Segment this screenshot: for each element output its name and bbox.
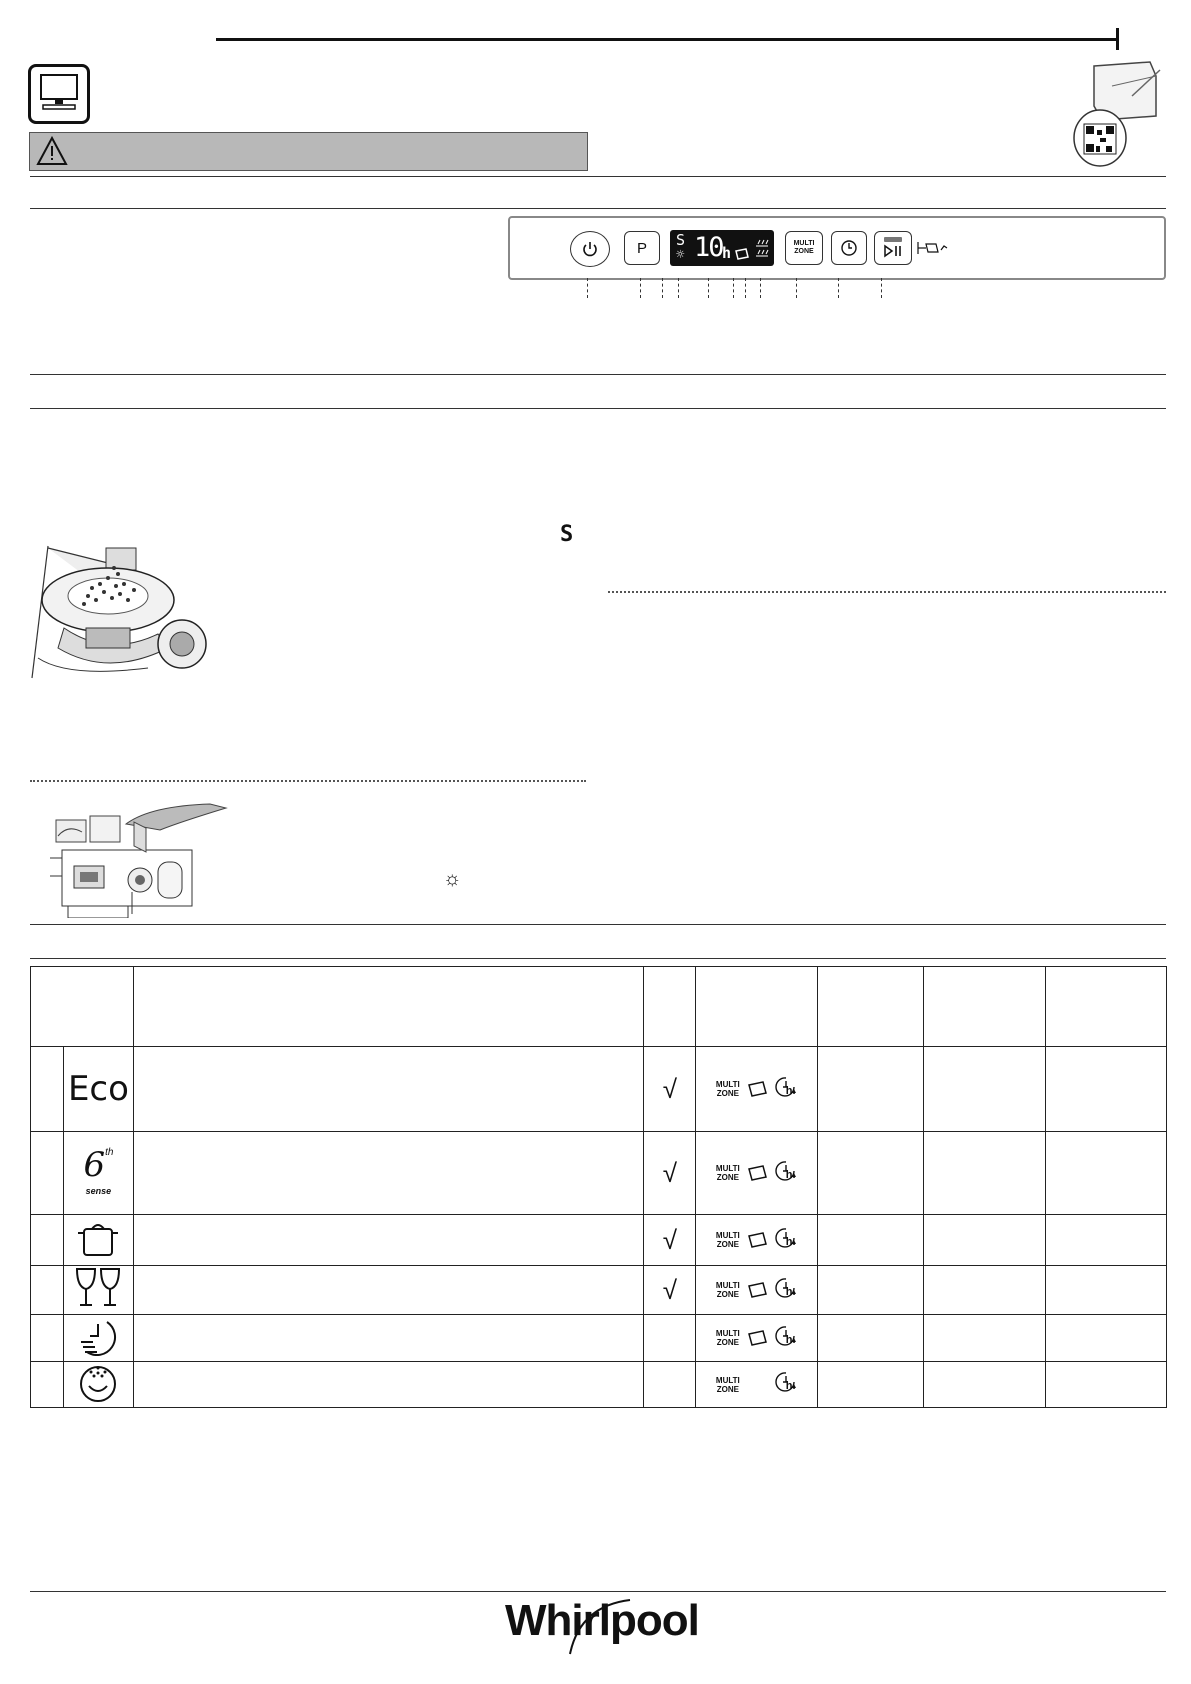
row-number-cell xyxy=(31,1215,64,1266)
program-icon-cell xyxy=(63,1132,133,1215)
row-number-cell xyxy=(31,1315,64,1362)
empty-cell xyxy=(924,1266,1046,1315)
display-hours-symbol: h xyxy=(722,244,732,262)
display-digits: 10 xyxy=(694,232,723,263)
program-description-cell xyxy=(133,1215,643,1266)
options-cell xyxy=(696,1315,818,1362)
empty-cell xyxy=(924,1362,1046,1408)
options-cell xyxy=(696,1215,818,1266)
salt-symbol: S xyxy=(560,522,574,547)
top-rule-tick xyxy=(1116,28,1119,50)
delay-option-icon: h. xyxy=(774,1276,798,1305)
empty-cell xyxy=(924,1047,1046,1132)
display xyxy=(670,230,774,266)
monitor-icon xyxy=(28,64,90,124)
delay-button[interactable] xyxy=(831,231,867,265)
callout-4 xyxy=(678,278,679,298)
tablet-option-icon xyxy=(746,1080,768,1098)
row-number-cell xyxy=(31,1132,64,1215)
header-cell-col7 xyxy=(924,967,1046,1047)
wine-glasses-icon xyxy=(73,1267,123,1309)
header-cell-check xyxy=(644,967,696,1047)
multizone-option-icon: MULTI ZONE xyxy=(715,1080,740,1098)
tablet-option-icon xyxy=(746,1231,768,1249)
empty-cell xyxy=(1046,1315,1167,1362)
prewash-icon xyxy=(77,1362,119,1402)
check-mark xyxy=(644,1315,696,1362)
empty-cell xyxy=(924,1132,1046,1215)
tablet-icon xyxy=(734,247,750,261)
empty-cell xyxy=(924,1215,1046,1266)
footer-rule xyxy=(30,1591,1166,1592)
program-icon-cell xyxy=(63,1362,133,1408)
empty-cell xyxy=(818,1132,924,1215)
empty-cell xyxy=(1046,1132,1167,1215)
rinse-aid-symbol: ☼ xyxy=(443,868,462,890)
warning-bar xyxy=(29,132,588,171)
header-rule xyxy=(30,176,1166,177)
delay-option-icon: h. xyxy=(774,1226,798,1255)
table-row[interactable] xyxy=(31,1132,1167,1215)
callout-9 xyxy=(796,278,797,298)
multizone-option-icon: MULTI ZONE xyxy=(715,1375,740,1394)
multizone-option-icon: MULTI ZONE xyxy=(715,1231,740,1249)
program-table xyxy=(30,966,1167,1408)
warning-triangle-icon xyxy=(36,136,68,166)
quick-wash-icon xyxy=(77,1316,119,1356)
header-cell-options xyxy=(696,967,818,1047)
empty-cell xyxy=(818,1315,924,1362)
check-mark xyxy=(644,1362,696,1408)
6th-sense-icon: 6th sense xyxy=(83,1144,114,1196)
options-cell xyxy=(696,1047,818,1132)
program-icon-cell xyxy=(63,1047,133,1132)
header-cell-description xyxy=(133,967,643,1047)
callout-1 xyxy=(587,278,588,298)
dotted-separator-left xyxy=(30,780,586,782)
options-cell xyxy=(696,1266,818,1315)
multizone-option-icon: MULTI ZONE xyxy=(715,1329,740,1347)
top-rule xyxy=(216,38,1116,41)
check-mark: √ xyxy=(644,1215,696,1266)
salt-refill-illustration xyxy=(28,538,214,684)
section-rule-2 xyxy=(30,408,1166,409)
callout-7 xyxy=(745,278,746,298)
table-header-row xyxy=(31,967,1167,1047)
program-button[interactable] xyxy=(624,231,660,265)
empty-cell xyxy=(818,1215,924,1266)
power-icon xyxy=(581,240,599,258)
callout-11 xyxy=(881,278,882,298)
power-button[interactable] xyxy=(570,231,610,267)
callout-2 xyxy=(640,278,641,298)
row-number-cell xyxy=(31,1047,64,1132)
dishwasher-qr-illustration xyxy=(1072,56,1162,174)
program-description-cell xyxy=(133,1132,643,1215)
control-panel xyxy=(508,216,1166,280)
empty-cell xyxy=(818,1266,924,1315)
callout-5 xyxy=(708,278,709,298)
table-row[interactable] xyxy=(31,1215,1167,1266)
callout-6 xyxy=(733,278,734,298)
delay-option-icon: h. xyxy=(774,1159,798,1188)
empty-cell xyxy=(1046,1047,1167,1132)
callout-10 xyxy=(838,278,839,298)
table-row[interactable] xyxy=(31,1266,1167,1315)
delay-option-icon: h. xyxy=(774,1324,798,1353)
program-description-cell xyxy=(133,1266,643,1315)
display-salt-symbol: S xyxy=(676,231,686,249)
rinse-aid-refill-illustration xyxy=(50,802,230,918)
multizone-option-icon: MULTI ZONE xyxy=(715,1164,740,1182)
header-cell-col8 xyxy=(1046,967,1167,1047)
check-mark: √ xyxy=(644,1132,696,1215)
section-rule-4 xyxy=(30,958,1166,959)
header-cell-program xyxy=(31,967,134,1047)
check-mark: √ xyxy=(644,1266,696,1315)
empty-cell xyxy=(1046,1362,1167,1408)
multizone-button[interactable] xyxy=(785,231,823,265)
program-button-label: P xyxy=(636,239,647,257)
empty-cell xyxy=(1046,1215,1167,1266)
section-rule-1 xyxy=(30,374,1166,375)
tablet-option-icon xyxy=(746,1164,768,1182)
tablet-option-icon xyxy=(746,1281,768,1299)
empty-cell xyxy=(818,1047,924,1132)
table-row[interactable] xyxy=(31,1315,1167,1362)
panel-section-rule xyxy=(30,208,1166,209)
options-cell xyxy=(696,1362,818,1408)
row-number-cell xyxy=(31,1266,64,1315)
row-number-cell xyxy=(31,1362,64,1408)
start-pause-icon xyxy=(881,236,905,260)
multizone-option-icon: MULTI ZONE xyxy=(715,1281,740,1299)
table-row[interactable] xyxy=(31,1047,1167,1132)
callout-8 xyxy=(760,278,761,298)
empty-cell xyxy=(818,1362,924,1408)
dotted-separator-right xyxy=(608,591,1166,593)
whirlpool-logo: Whirlpool xyxy=(505,1596,699,1645)
delay-icon xyxy=(840,239,858,257)
start-pause-button[interactable] xyxy=(874,231,912,265)
check-mark: √ xyxy=(644,1047,696,1132)
program-icon-cell xyxy=(63,1266,133,1315)
program-description-cell xyxy=(133,1362,643,1408)
header-cell-col6 xyxy=(818,967,924,1047)
key-lock-icon xyxy=(916,240,950,256)
program-description-cell xyxy=(133,1315,643,1362)
callout-3 xyxy=(662,278,663,298)
options-cell xyxy=(696,1132,818,1215)
section-rule-3 xyxy=(30,924,1166,925)
table-row[interactable] xyxy=(31,1362,1167,1408)
delay-option-icon: h. xyxy=(774,1075,798,1104)
pot-icon xyxy=(76,1217,120,1259)
logo-swoosh-icon xyxy=(560,1596,640,1656)
delay-option-icon: h. xyxy=(774,1370,798,1399)
empty-cell xyxy=(924,1315,1046,1362)
multizone-label-line2: ZONE xyxy=(794,248,814,255)
rinse-aid-icon: ☼ xyxy=(676,247,685,263)
program-icon-cell xyxy=(63,1215,133,1266)
program-description-cell xyxy=(133,1047,643,1132)
tablet-option-icon xyxy=(746,1329,768,1347)
multizone-indicator-icon xyxy=(754,238,770,262)
program-icon-cell xyxy=(63,1315,133,1362)
eco-program-label: Eco xyxy=(67,1069,129,1109)
multizone-label-line1: MULTI xyxy=(793,240,815,247)
empty-cell xyxy=(1046,1266,1167,1315)
